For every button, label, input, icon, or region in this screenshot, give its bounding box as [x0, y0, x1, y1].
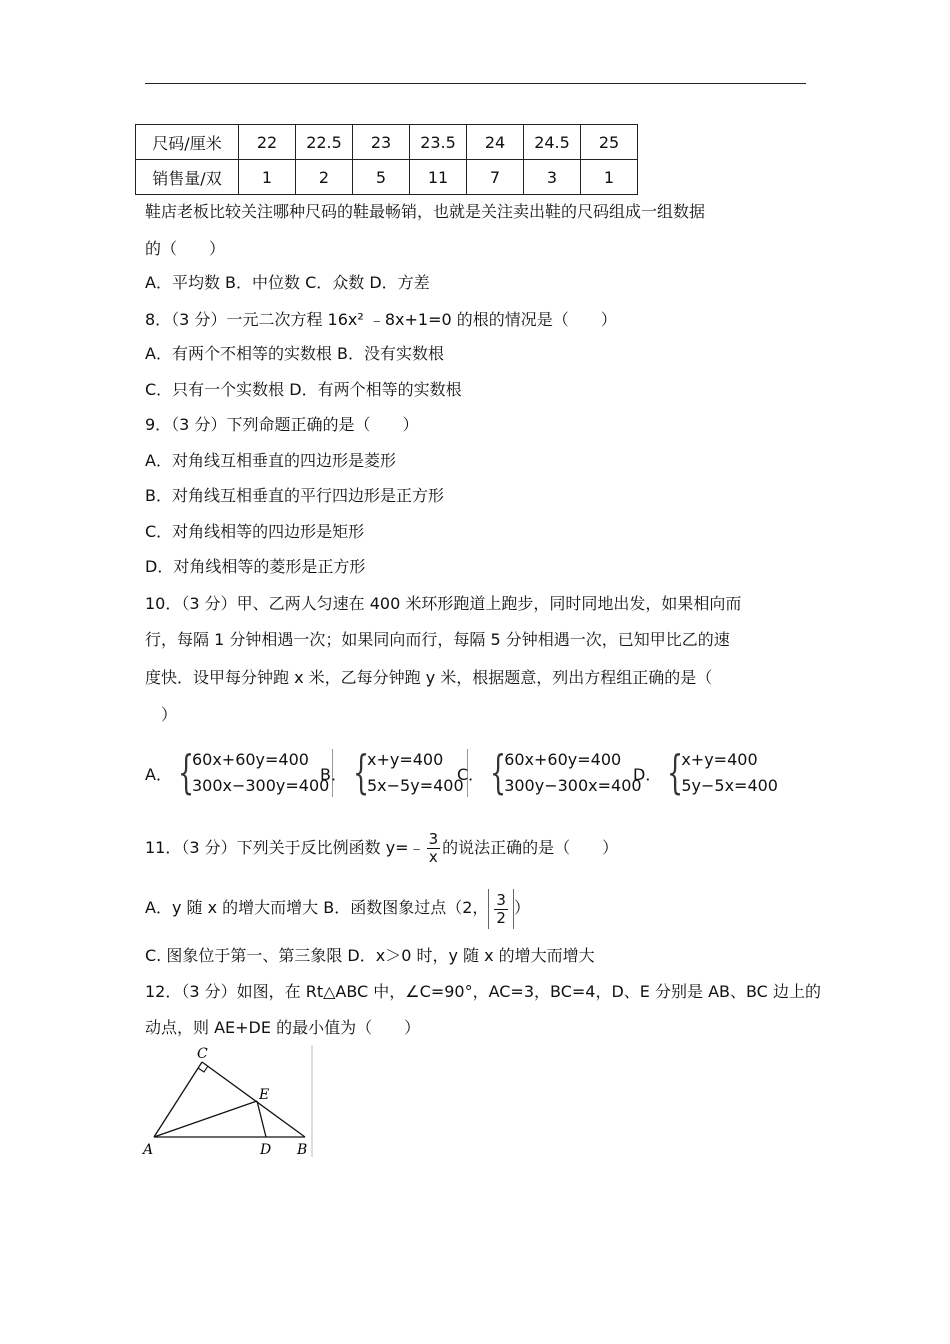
q8-options-cd: C．只有一个实数根 D．有两个相等的实数根: [145, 380, 462, 399]
equation: 300x−300y=400: [191, 776, 330, 795]
equation: x+y=400: [366, 750, 444, 769]
brace-icon: {: [352, 745, 370, 799]
fraction: [494, 892, 508, 927]
q9-option-d: D．对角线相等的菱形是正方形: [145, 557, 366, 576]
table-cell: 23.5: [410, 125, 467, 160]
table-row: [136, 125, 638, 160]
q8-options-ab: A．有两个不相等的实数根 B．没有实数根: [145, 344, 445, 363]
q11-options-ab-pre: A．y 随 x 的增大而增大 B．函数图象过点（2，: [145, 898, 489, 917]
size-sales-table: [135, 124, 638, 195]
header-rule: [145, 83, 806, 84]
q10-line2: 行，每隔 1 分钟相遇一次；如果同向而行，每隔 5 分钟相遇一次，已知甲比乙的速: [145, 630, 730, 649]
segment-ae: [154, 1101, 257, 1137]
brace-icon: {: [177, 745, 195, 799]
side-bc: [202, 1062, 305, 1137]
table-cell: 11: [410, 160, 467, 195]
q9-option-c: C．对角线相等的四边形是矩形: [145, 522, 365, 541]
label-a: A: [143, 1142, 154, 1158]
table-header-sales: 销售量/双: [136, 160, 239, 195]
q10-option-c: [457, 745, 642, 801]
label-e: E: [259, 1087, 270, 1103]
q10-options: [145, 745, 805, 801]
q10-option-d: [633, 745, 778, 801]
table-cell: 2: [296, 160, 353, 195]
table-cell: 25: [581, 125, 638, 160]
equation: 60x+60y=400: [504, 750, 622, 769]
equation-system: [353, 747, 464, 799]
q11-options-cd: C. 图象位于第一、第三象限 D．x＞0 时，y 随 x 的增大而增大: [145, 946, 595, 965]
q7-options: A．平均数 B．中位数 C．众数 D．方差: [145, 273, 430, 292]
table-cell: 3: [524, 160, 581, 195]
equation-system: [667, 747, 778, 799]
fraction-numerator: 3: [496, 890, 506, 909]
option-label: C．: [457, 764, 485, 784]
q9-stem: 9．（3 分）下列命题正确的是（ ）: [145, 415, 419, 434]
label-d: D: [260, 1142, 272, 1158]
boxed-fraction: [488, 889, 514, 929]
table-cell: 22: [239, 125, 296, 160]
table-cell: 7: [467, 160, 524, 195]
fraction-numerator: 3: [428, 830, 439, 848]
equation: 60x+60y=400: [191, 750, 309, 769]
q11-stem: [145, 830, 618, 866]
q9-option-b: B．对角线互相垂直的平行四边形是正方形: [145, 486, 444, 505]
label-b: B: [297, 1142, 308, 1158]
table-cell: 1: [239, 160, 296, 195]
q9-option-a: A．对角线互相垂直的四边形是菱形: [145, 451, 396, 470]
equation: 5y−5x=400: [681, 776, 778, 795]
q10-line1: 10．（3 分）甲、乙两人匀速在 400 米环形跑道上跑步，同时同地出发，如果相向而: [145, 594, 742, 613]
fraction: [427, 831, 441, 866]
q11-options-ab: [145, 888, 530, 928]
q11-stem-pre: 11．（3 分）下列关于反比例函数 y=﹣: [145, 838, 425, 857]
fraction-denominator: x: [428, 848, 438, 866]
fraction-denominator: 2: [496, 908, 506, 927]
table-cell: 1: [581, 160, 638, 195]
equation-system: [178, 747, 329, 799]
q8-stem: 8．（3 分）一元二次方程 16x² ﹣8x+1=0 的根的情况是（ ）: [145, 310, 617, 329]
equation: 5x−5y=400: [366, 776, 464, 795]
option-label: A．: [145, 764, 172, 784]
triangle-figure: [140, 1045, 320, 1165]
equation: 300y−300x=400: [504, 776, 642, 795]
q10-line3: 度快．设甲每分钟跑 x 米，乙每分钟跑 y 米，根据题意，列出方程组正确的是（: [145, 668, 713, 687]
option-label: D．: [633, 764, 662, 784]
q10-line4: ）: [145, 705, 178, 724]
q12-line1: 12．（3 分）如图，在 Rt△ABC 中，∠C=90°，AC=3，BC=4，D、E 分别是 AB、BC 边上的: [145, 982, 821, 1001]
side-ac: [154, 1062, 202, 1137]
brace-icon: {: [667, 745, 684, 799]
table-cell: 24: [467, 125, 524, 160]
segment-de: [257, 1101, 266, 1137]
q10-option-a: [145, 745, 329, 801]
equation: x+y=400: [681, 750, 758, 769]
q11-options-ab-post: ）: [513, 898, 530, 917]
equation-system: [490, 747, 641, 799]
table-cell: 23: [353, 125, 410, 160]
table-cell: 22.5: [296, 125, 353, 160]
label-c: C: [197, 1046, 208, 1062]
table-cell: 24.5: [524, 125, 581, 160]
q7-text-line1: 鞋店老板比较关注哪种尺码的鞋最畅销，也就是关注卖出鞋的尺码组成一组数据: [145, 202, 706, 221]
q11-stem-post: 的说法正确的是（ ）: [442, 838, 619, 857]
q12-line2: 动点，则 AE+DE 的最小值为（ ）: [145, 1018, 421, 1037]
table-row: [136, 160, 638, 195]
brace-icon: {: [490, 745, 507, 799]
table-header-size: 尺码/厘米: [136, 125, 239, 160]
table-cell: 5: [353, 160, 410, 195]
option-label: B．: [320, 764, 347, 784]
q7-text-line2: 的（ ）: [145, 239, 226, 258]
q10-option-b: [320, 745, 464, 801]
